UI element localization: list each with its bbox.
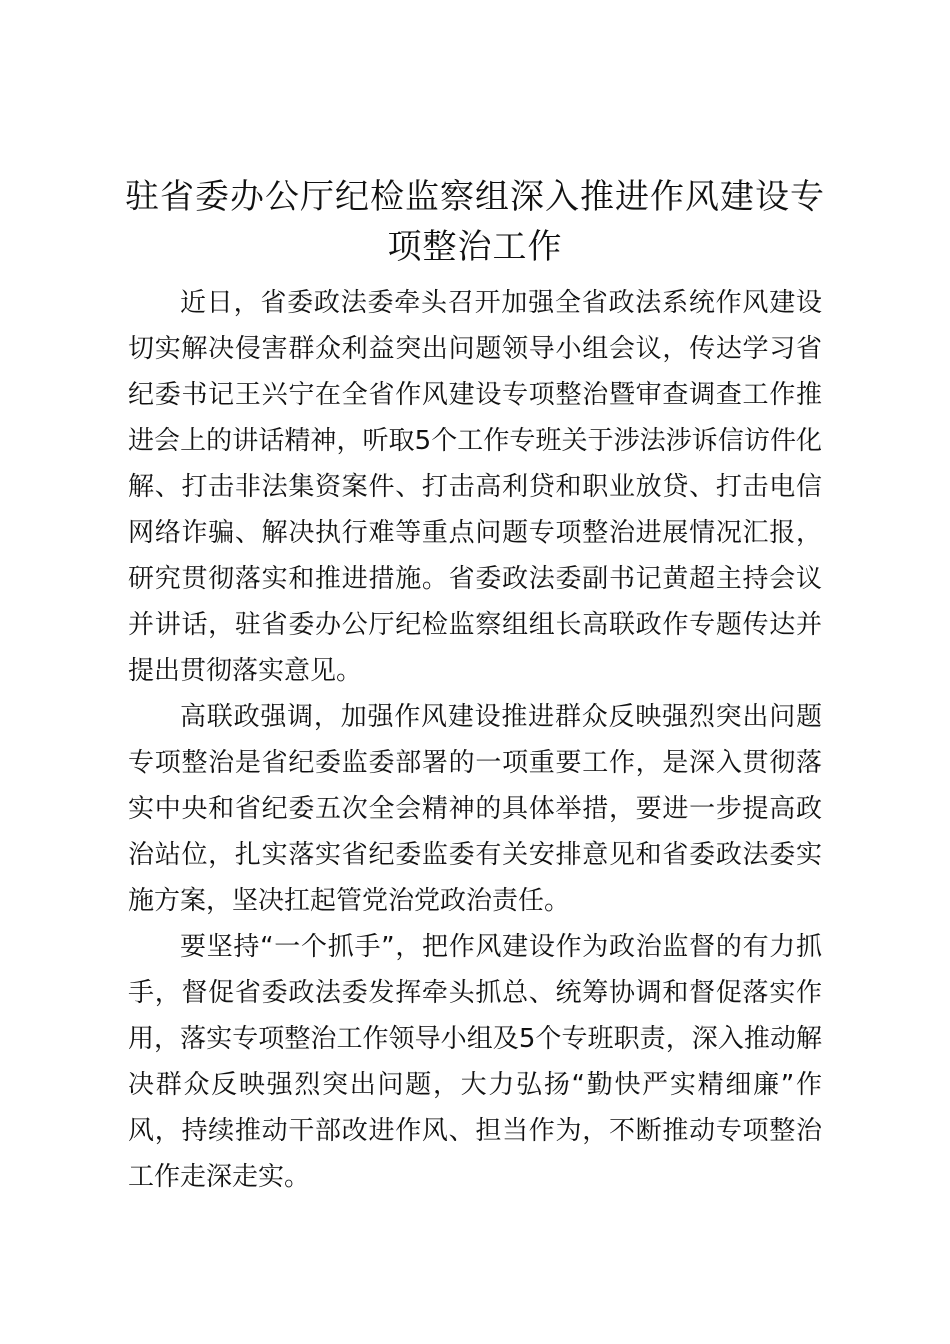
document-body	[128, 280, 822, 1200]
paragraph-2: 高联政强调，加强作风建设推进群众反映强烈突出问题专项整治是省纪委监委部署的一项重要工作，是深入贯彻落实中央和省纪委五次全会精神的具体举措，要进一步提高政治站位，扎实落实省纪委监委有关安排意见和省委政法委实施方案，坚决扛起管党治党政治责任。	[128, 702, 822, 916]
document-title: 驻省委办公厅纪检监察组深入推进作风建设专项整治工作	[125, 177, 825, 267]
paragraph-3: 要坚持“一个抓手”，把作风建设作为政治监督的有力抓手，督促省委政法委发挥牵头抓总、统筹协调和督促落实作用，落实专项整治工作领导小组及5个专班职责，深入推动解决群众反映强烈突出问题，大力弘扬“勤快严实精细廉”作风，持续推动干部改进作风、担当作为，不断推动专项整治工作走深走实。	[128, 932, 822, 1192]
paragraph-1: 近日，省委政法委牵头召开加强全省政法系统作风建设切实解决侵害群众利益突出问题领导小组会议，传达学习省纪委书记王兴宁在全省作风建设专项整治暨审查调查工作推进会上的讲话精神，听取5个工作专班关于涉法涉诉信访件化解、打击非法集资案件、打击高利贷和职业放贷、打击电信网络诈骗、解决执行难等重点问题专项整治进展情况汇报，研究贯彻落实和推进措施。省委政法委副书记黄超主持会议并讲话，驻省委办公厅纪检监察组组长高联政作专题传达并提出贯彻落实意见。	[128, 288, 822, 686]
